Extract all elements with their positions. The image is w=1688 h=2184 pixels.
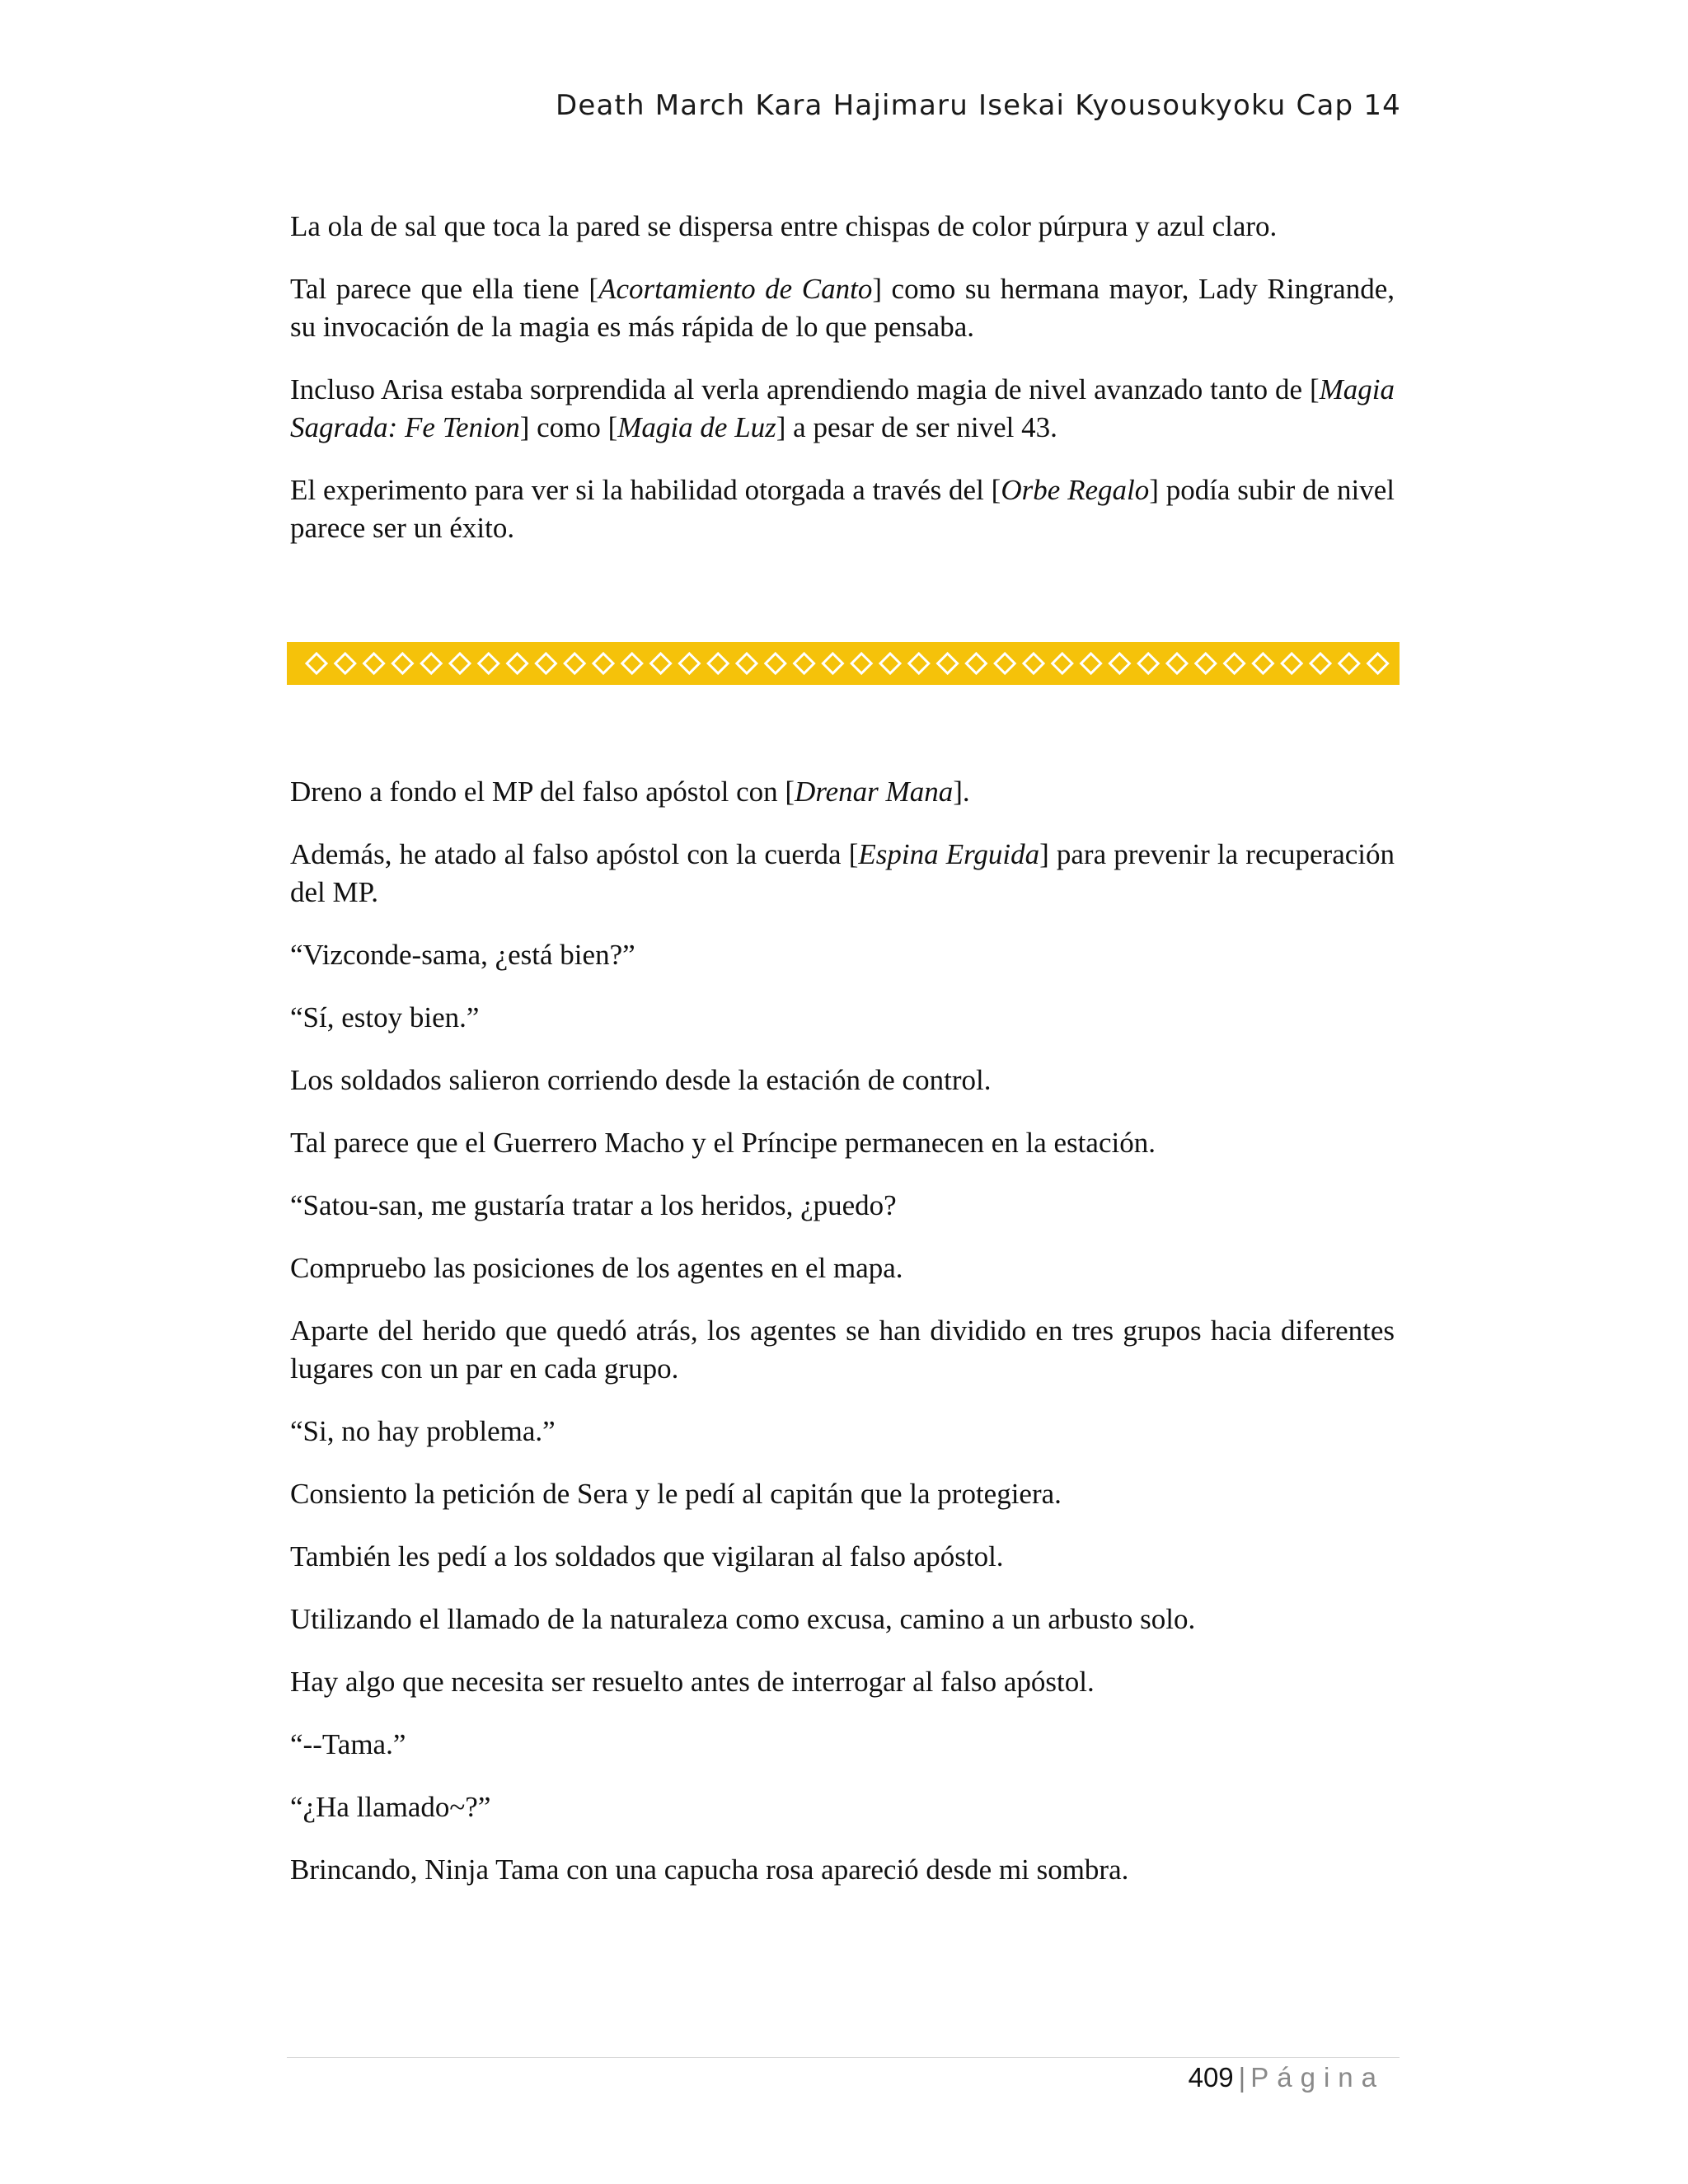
diamond-icon [536, 654, 556, 673]
italic-term: Magia de Luz [617, 411, 776, 443]
paragraph [290, 471, 1395, 547]
diamond-icon [909, 654, 929, 673]
paragraph [290, 1788, 1395, 1826]
text-run: Utilizando el llamado de la naturaleza como excusa, camino a un arbusto solo. [290, 1603, 1196, 1635]
paragraph [290, 1601, 1395, 1638]
running-header: Death March Kara Hajimaru Isekai Kyousoukyoku Cap 14 [555, 89, 1401, 122]
text-run: ] como su hermana mayor, Lady Ringrande, su invocación de la magia es más rápida de lo que pensaba. [290, 273, 1395, 343]
diamond-icon [1053, 654, 1072, 673]
text-run: ] a pesar de ser nivel 43. [776, 411, 1057, 443]
diamond-icon [622, 654, 642, 673]
diamond-icon [823, 654, 842, 673]
text-run: ] para prevenir la recuperación del MP. [290, 838, 1395, 908]
paragraph [290, 936, 1395, 974]
diamond-icon [1253, 654, 1273, 673]
text-run: Además, he atado al falso apóstol con la cuerda [ [290, 838, 859, 870]
paragraph [290, 773, 1395, 811]
text-run: Compruebo las posiciones de los agentes en el mapa. [290, 1252, 903, 1284]
paragraph [290, 371, 1395, 447]
diamond-icon [593, 654, 613, 673]
diamond-icon [1081, 654, 1101, 673]
text-run: Dreno a fondo el MP del falso apóstol con [ [290, 776, 795, 808]
text-run: Hay algo que necesita ser resuelto antes de interrogar al falso apóstol. [290, 1666, 1095, 1698]
text-run: Tal parece que ella tiene [ [290, 273, 599, 305]
diamond-icon [1138, 654, 1158, 673]
text-run: Consiento la petición de Sera y le pedí al capitán que la protegiera. [290, 1478, 1062, 1510]
paragraph [290, 1538, 1395, 1576]
paragraph [290, 1413, 1395, 1451]
paragraph [290, 1475, 1395, 1513]
diamond-icon [880, 654, 900, 673]
paragraph [290, 1124, 1395, 1162]
diamond-icon [938, 654, 958, 673]
diamond-icon [679, 654, 699, 673]
diamond-icon [307, 654, 326, 673]
diamond-icon [479, 654, 499, 673]
diamond-icon [766, 654, 785, 673]
diamond-icon [565, 654, 584, 673]
diamond-icon [1196, 654, 1216, 673]
paragraph [290, 208, 1395, 246]
paragraph [290, 1851, 1395, 1889]
diamond-icon [335, 654, 355, 673]
text-run: “--Tama.” [290, 1728, 406, 1760]
paragraph [290, 1663, 1395, 1701]
diamond-icon [1311, 654, 1330, 673]
italic-term: Espina Erguida [858, 838, 1040, 870]
diamond-icon [995, 654, 1015, 673]
paragraph [290, 1726, 1395, 1764]
diamond-icon [795, 654, 814, 673]
text-run: ] podía subir de nivel parece ser un éxito. [290, 474, 1395, 544]
italic-term: Drenar Mana [795, 776, 954, 808]
footer-rule [287, 2057, 1400, 2058]
text-run: “Sí, estoy bien.” [290, 1001, 480, 1033]
italic-term: Magia Sagrada: Fe Tenion [290, 373, 1395, 443]
text-run: También les pedí a los soldados que vigilaran al falso apóstol. [290, 1540, 1004, 1572]
paragraph [290, 270, 1395, 346]
paragraph [290, 836, 1395, 912]
text-block-after-separator [290, 773, 1395, 1914]
diamond-icon [1339, 654, 1359, 673]
italic-term: Orbe Regalo [1001, 474, 1150, 506]
text-run: “Satou-san, me gustaría tratar a los heridos, ¿puedo? [290, 1189, 897, 1221]
text-run: Incluso Arisa estaba sorprendida al verla aprendiendo magia de nivel avanzado tanto de [ [290, 373, 1320, 405]
diamond-icon [1024, 654, 1043, 673]
text-run: El experimento para ver si la habilidad otorgada a través del [ [290, 474, 1001, 506]
diamond-icon [1225, 654, 1245, 673]
text-block-before-separator [290, 208, 1395, 572]
diamond-icon [651, 654, 671, 673]
diamond-icon [737, 654, 757, 673]
paragraph [290, 999, 1395, 1037]
paragraph [290, 1062, 1395, 1099]
diamond-icon [966, 654, 986, 673]
text-run: Brincando, Ninja Tama con una capucha rosa apareció desde mi sombra. [290, 1854, 1129, 1886]
text-run: “Si, no hay problema.” [290, 1415, 556, 1447]
text-run: Aparte del herido que quedó atrás, los agentes se han dividido en tres grupos hacia diferentes lugares con un par en cada grupo. [290, 1315, 1395, 1385]
text-run: La ola de sal que toca la pared se dispersa entre chispas de color púrpura y azul claro. [290, 210, 1278, 242]
diamond-row-icon [287, 642, 1400, 685]
diamond-icon [421, 654, 441, 673]
diamond-icon [851, 654, 871, 673]
diamond-icon [450, 654, 470, 673]
footer-separator: | [1238, 2062, 1246, 2093]
diamond-icon [508, 654, 528, 673]
diamond-icon [1109, 654, 1129, 673]
text-run: Tal parece que el Guerrero Macho y el Príncipe permanecen en la estación. [290, 1127, 1156, 1159]
section-separator [287, 642, 1400, 685]
text-run: “Vizconde-sama, ¿está bien?” [290, 939, 635, 971]
paragraph [290, 1249, 1395, 1287]
diamond-icon [364, 654, 384, 673]
paragraph [290, 1187, 1395, 1225]
diamond-icon [1282, 654, 1301, 673]
diamond-icon [1167, 654, 1187, 673]
diamond-icon [708, 654, 728, 673]
italic-term: Acortamiento de Canto [598, 273, 873, 305]
diamond-icon [1368, 654, 1388, 673]
text-run: Los soldados salieron corriendo desde la estación de control. [290, 1064, 992, 1096]
page-label: Página [1250, 2062, 1385, 2093]
text-run: “¿Ha llamado~?” [290, 1791, 491, 1823]
paragraph [290, 1312, 1395, 1388]
text-run: ] como [ [519, 411, 618, 443]
diamond-icon [392, 654, 412, 673]
page-number: 409 [1188, 2062, 1234, 2093]
page-footer [1189, 2062, 1385, 2093]
text-run: ]. [953, 776, 970, 808]
